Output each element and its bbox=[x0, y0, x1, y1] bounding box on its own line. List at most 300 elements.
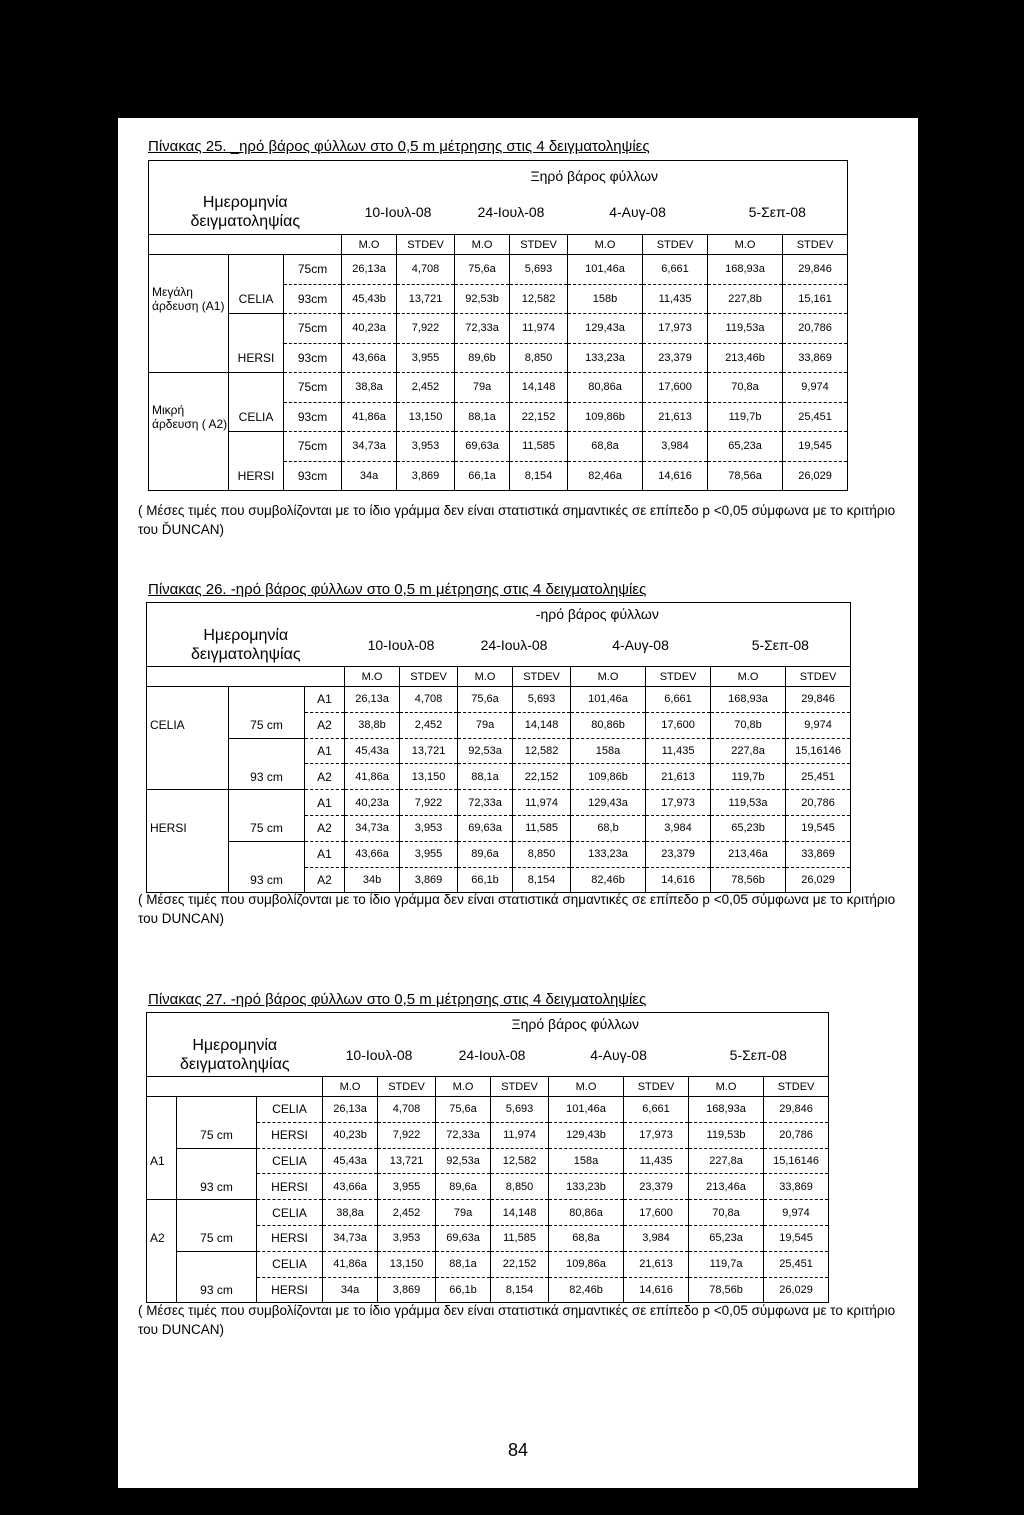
value-cell: 92,53b bbox=[455, 284, 510, 314]
row-label: Α2 bbox=[305, 815, 345, 841]
value-cell: 21,613 bbox=[624, 1251, 689, 1277]
value-cell: 41,86a bbox=[342, 402, 397, 432]
value-cell: 9,974 bbox=[786, 712, 851, 738]
value-cell: 133,23b bbox=[549, 1174, 624, 1200]
row-label: CELIA bbox=[257, 1097, 323, 1123]
subheader: Μ.Ο bbox=[455, 235, 510, 255]
sub-group-label: 93 cm bbox=[229, 764, 305, 790]
value-cell: 72,33a bbox=[458, 790, 513, 816]
value-cell: 66,1a bbox=[455, 461, 510, 491]
value-cell: 89,6a bbox=[458, 841, 513, 867]
value-cell: 158b bbox=[568, 284, 643, 314]
value-cell: 4,708 bbox=[378, 1097, 436, 1123]
value-cell: 75,6a bbox=[458, 687, 513, 713]
value-cell: 65,23b bbox=[711, 815, 786, 841]
table-row bbox=[149, 373, 848, 403]
row-label: Α1 bbox=[305, 790, 345, 816]
header-title-row bbox=[149, 161, 848, 191]
value-cell: 9,974 bbox=[764, 1200, 829, 1226]
row-label: Α2 bbox=[305, 867, 345, 893]
value-cell: 213,46b bbox=[708, 343, 783, 373]
value-cell: 34,73a bbox=[323, 1225, 378, 1251]
value-cell: 68,8a bbox=[549, 1225, 624, 1251]
value-cell: 3,953 bbox=[400, 815, 458, 841]
value-cell: 168,93a bbox=[708, 255, 783, 285]
subheader: STDEV bbox=[397, 235, 455, 255]
subheader-blank bbox=[147, 667, 345, 687]
sub-group-label: CELIA bbox=[229, 402, 284, 432]
group-label: Μεγάλη άρδευση (Α1) bbox=[149, 284, 229, 314]
sub-group-label: 75 cm bbox=[229, 712, 305, 738]
subheader: Μ.Ο bbox=[711, 667, 786, 687]
group-label bbox=[147, 790, 229, 816]
document-page bbox=[118, 118, 918, 1488]
value-cell: 11,974 bbox=[510, 314, 568, 344]
value-cell: 119,53a bbox=[708, 314, 783, 344]
value-cell: 12,582 bbox=[513, 738, 571, 764]
subheader-blank bbox=[147, 1077, 323, 1097]
value-cell: 72,33a bbox=[455, 314, 510, 344]
value-cell: 13,721 bbox=[400, 738, 458, 764]
value-cell: 7,922 bbox=[397, 314, 455, 344]
value-cell: 38,8a bbox=[342, 373, 397, 403]
value-cell: 11,585 bbox=[510, 432, 568, 462]
subheader: Μ.Ο bbox=[323, 1077, 378, 1097]
value-cell: 109,86a bbox=[549, 1251, 624, 1277]
value-cell: 227,8a bbox=[689, 1148, 764, 1174]
header-dates-row bbox=[147, 1035, 829, 1077]
table-row bbox=[147, 1097, 829, 1123]
row-label: 75cm bbox=[284, 373, 342, 403]
table-note: ( Μέσες τιμές που συμβολίζονται με το ίδιο γράμμα δεν είναι στατιστικά σημαντικές σε επίπεδο p <0,05 σύμφωνα με το κριτήριο του DUNCAN) bbox=[138, 892, 896, 926]
row-label: 93cm bbox=[284, 461, 342, 491]
value-cell: 26,13a bbox=[345, 687, 400, 713]
row-label: Α2 bbox=[305, 764, 345, 790]
sub-group-label: HERSI bbox=[229, 343, 284, 373]
value-cell: 75,6a bbox=[436, 1097, 491, 1123]
date-header: 4-Αυγ-08 bbox=[612, 637, 669, 654]
table-row bbox=[147, 1148, 829, 1174]
table-row bbox=[147, 1200, 829, 1226]
value-cell: 19,545 bbox=[783, 432, 848, 462]
value-cell: 89,6b bbox=[455, 343, 510, 373]
value-cell: 6,661 bbox=[643, 255, 708, 285]
sub-group-label bbox=[229, 790, 305, 816]
data-table bbox=[146, 602, 851, 893]
data-table bbox=[146, 1012, 829, 1303]
value-cell: 17,600 bbox=[646, 712, 711, 738]
table-row bbox=[149, 461, 848, 491]
sub-group-label bbox=[177, 1200, 257, 1226]
table-row bbox=[147, 1122, 829, 1148]
value-cell: 33,869 bbox=[764, 1174, 829, 1200]
value-cell: 14,148 bbox=[510, 373, 568, 403]
value-cell: 41,86a bbox=[345, 764, 400, 790]
date-header: 24-Ιουλ-08 bbox=[477, 204, 545, 221]
value-cell: 70,8a bbox=[689, 1200, 764, 1226]
value-cell: 26,029 bbox=[764, 1277, 829, 1303]
value-cell: 40,23a bbox=[345, 790, 400, 816]
value-cell: 8,154 bbox=[510, 461, 568, 491]
value-cell: 43,66a bbox=[345, 841, 400, 867]
group-label: Α1 bbox=[147, 1148, 177, 1174]
subheader: Μ.Ο bbox=[436, 1077, 491, 1097]
value-cell: 43,66a bbox=[323, 1174, 378, 1200]
value-cell: 6,661 bbox=[624, 1097, 689, 1123]
value-cell: 25,451 bbox=[783, 402, 848, 432]
value-cell: 72,33a bbox=[436, 1122, 491, 1148]
value-cell: 119,7b bbox=[711, 764, 786, 790]
value-cell: 21,613 bbox=[643, 402, 708, 432]
sub-group-label bbox=[229, 314, 284, 344]
value-cell: 17,973 bbox=[646, 790, 711, 816]
value-cell: 11,585 bbox=[491, 1225, 549, 1251]
value-cell: 129,43b bbox=[549, 1122, 624, 1148]
subheader: Μ.Ο bbox=[689, 1077, 764, 1097]
value-cell: 88,1a bbox=[458, 764, 513, 790]
subheader: STDEV bbox=[400, 667, 458, 687]
value-cell: 3,869 bbox=[400, 867, 458, 893]
value-cell: 88,1a bbox=[455, 402, 510, 432]
table-row bbox=[147, 1277, 829, 1303]
subheader: Μ.Ο bbox=[549, 1077, 624, 1097]
value-cell: 89,6a bbox=[436, 1174, 491, 1200]
table-row bbox=[149, 314, 848, 344]
page-number: 84 bbox=[508, 1440, 529, 1460]
value-cell: 70,8b bbox=[711, 712, 786, 738]
value-cell: 34,73a bbox=[345, 815, 400, 841]
value-cell: 3,953 bbox=[378, 1225, 436, 1251]
table-row bbox=[149, 432, 848, 462]
value-cell: 3,984 bbox=[643, 432, 708, 462]
value-cell: 80,86a bbox=[568, 373, 643, 403]
date-header: 10-Ιουλ-08 bbox=[367, 637, 435, 654]
value-cell: 40,23a bbox=[342, 314, 397, 344]
value-cell: 3,955 bbox=[378, 1174, 436, 1200]
subheader: STDEV bbox=[783, 235, 848, 255]
value-cell: 11,435 bbox=[643, 284, 708, 314]
table-row bbox=[147, 738, 851, 764]
subheader: Μ.Ο bbox=[568, 235, 643, 255]
value-cell: 19,545 bbox=[786, 815, 851, 841]
value-cell: 15,16146 bbox=[786, 738, 851, 764]
subheader: STDEV bbox=[786, 667, 851, 687]
value-cell: 20,786 bbox=[783, 314, 848, 344]
value-cell: 15,16146 bbox=[764, 1148, 829, 1174]
table-caption: Πίνακας 27. -ηρό βάρος φύλλων στο 0,5 m μέτρησης στις 4 δειγματοληψίες bbox=[148, 991, 647, 1008]
value-cell: 3,984 bbox=[646, 815, 711, 841]
value-cell: 78,56b bbox=[689, 1277, 764, 1303]
header-title: Ξηρό βάρος φύλλων bbox=[323, 1013, 829, 1035]
sub-group-label: 93 cm bbox=[177, 1277, 257, 1303]
subheader: STDEV bbox=[513, 667, 571, 687]
value-cell: 69,63a bbox=[436, 1225, 491, 1251]
value-cell: 26,13a bbox=[323, 1097, 378, 1123]
group-label bbox=[147, 1200, 177, 1226]
row-label: CELIA bbox=[257, 1200, 323, 1226]
row-label: Α1 bbox=[305, 738, 345, 764]
value-cell: 17,600 bbox=[643, 373, 708, 403]
subheader-row bbox=[147, 667, 851, 687]
table-row bbox=[147, 867, 851, 893]
value-cell: 3,955 bbox=[400, 841, 458, 867]
value-cell: 34b bbox=[345, 867, 400, 893]
value-cell: 13,150 bbox=[397, 402, 455, 432]
row-label: Α2 bbox=[305, 712, 345, 738]
date-header: 4-Αυγ-08 bbox=[609, 204, 666, 221]
header-title-row bbox=[147, 1013, 829, 1035]
value-cell: 5,693 bbox=[491, 1097, 549, 1123]
value-cell: 11,435 bbox=[624, 1148, 689, 1174]
value-cell: 2,452 bbox=[400, 712, 458, 738]
sub-group-label: 75 cm bbox=[177, 1225, 257, 1251]
row-label: Α1 bbox=[305, 687, 345, 713]
table-caption: Πίνακας 25. _ηρό βάρος φύλλων στο 0,5 m μέτρησης στις 4 δειγματοληψίες bbox=[148, 138, 650, 155]
subheader: Μ.Ο bbox=[708, 235, 783, 255]
value-cell: 6,661 bbox=[646, 687, 711, 713]
value-cell: 8,850 bbox=[491, 1174, 549, 1200]
sub-group-label: CELIA bbox=[229, 284, 284, 314]
header-blank bbox=[147, 603, 345, 625]
value-cell: 119,7b bbox=[708, 402, 783, 432]
row-label: 93cm bbox=[284, 402, 342, 432]
sub-group-label bbox=[229, 841, 305, 867]
value-cell: 45,43b bbox=[342, 284, 397, 314]
subheader: Μ.Ο bbox=[458, 667, 513, 687]
value-cell: 4,708 bbox=[400, 687, 458, 713]
value-cell: 101,46a bbox=[568, 255, 643, 285]
value-cell: 26,13a bbox=[342, 255, 397, 285]
value-cell: 17,973 bbox=[643, 314, 708, 344]
value-cell: 82,46a bbox=[568, 461, 643, 491]
date-header: 5-Σεπ-08 bbox=[711, 625, 851, 667]
value-cell: 119,7a bbox=[689, 1251, 764, 1277]
subheader: STDEV bbox=[646, 667, 711, 687]
value-cell: 14,148 bbox=[513, 712, 571, 738]
sub-group-label bbox=[229, 255, 284, 285]
value-cell: 26,029 bbox=[786, 867, 851, 893]
date-header: 5-Σεπ-08 bbox=[689, 1035, 829, 1077]
table-row bbox=[149, 343, 848, 373]
value-cell: 25,451 bbox=[764, 1251, 829, 1277]
value-cell: 66,1b bbox=[436, 1277, 491, 1303]
table-row bbox=[147, 1225, 829, 1251]
sub-group-label bbox=[229, 687, 305, 713]
group-label bbox=[149, 255, 229, 285]
value-cell: 82,46b bbox=[549, 1277, 624, 1303]
subheader: STDEV bbox=[510, 235, 568, 255]
header-dates-row bbox=[149, 191, 848, 235]
table-row bbox=[149, 402, 848, 432]
value-cell: 20,786 bbox=[764, 1122, 829, 1148]
subheader-row bbox=[147, 1077, 829, 1097]
value-cell: 158a bbox=[571, 738, 646, 764]
row-label: 93cm bbox=[284, 343, 342, 373]
table-row bbox=[147, 712, 851, 738]
subheader: Μ.Ο bbox=[571, 667, 646, 687]
value-cell: 213,46a bbox=[711, 841, 786, 867]
value-cell: 17,600 bbox=[624, 1200, 689, 1226]
value-cell: 3,955 bbox=[397, 343, 455, 373]
value-cell: 19,545 bbox=[764, 1225, 829, 1251]
subheader: Μ.Ο bbox=[345, 667, 400, 687]
row-label: HERSI bbox=[257, 1122, 323, 1148]
value-cell: 21,613 bbox=[646, 764, 711, 790]
subheader: STDEV bbox=[764, 1077, 829, 1097]
value-cell: 11,585 bbox=[513, 815, 571, 841]
group-label bbox=[147, 738, 229, 764]
value-cell: 20,786 bbox=[786, 790, 851, 816]
value-cell: 129,43a bbox=[568, 314, 643, 344]
value-cell: 68,b bbox=[571, 815, 646, 841]
value-cell: 65,23a bbox=[708, 432, 783, 462]
date-label: Ημερομηνία δειγματοληψίας bbox=[147, 1035, 323, 1077]
sub-group-label bbox=[229, 373, 284, 403]
group-label bbox=[147, 841, 229, 867]
value-cell: 7,922 bbox=[400, 790, 458, 816]
value-cell: 23,379 bbox=[646, 841, 711, 867]
date-header: 4-Αυγ-08 bbox=[590, 1047, 647, 1064]
group-label bbox=[147, 1251, 177, 1277]
value-cell: 43,66a bbox=[342, 343, 397, 373]
value-cell: 168,93a bbox=[689, 1097, 764, 1123]
sub-group-label: 75 cm bbox=[229, 815, 305, 841]
value-cell: 2,452 bbox=[378, 1200, 436, 1226]
value-cell: 78,56b bbox=[711, 867, 786, 893]
value-cell: 22,152 bbox=[510, 402, 568, 432]
date-label: Ημερομηνία δειγματοληψίας bbox=[147, 625, 345, 667]
value-cell: 79a bbox=[458, 712, 513, 738]
value-cell: 45,43a bbox=[345, 738, 400, 764]
group-label bbox=[149, 432, 229, 462]
value-cell: 119,53a bbox=[711, 790, 786, 816]
value-cell: 129,43a bbox=[571, 790, 646, 816]
value-cell: 34a bbox=[342, 461, 397, 491]
value-cell: 11,974 bbox=[513, 790, 571, 816]
value-cell: 34a bbox=[323, 1277, 378, 1303]
group-label: CELIA bbox=[147, 712, 229, 738]
value-cell: 14,616 bbox=[643, 461, 708, 491]
sub-group-label: 75 cm bbox=[177, 1122, 257, 1148]
date-header: 24-Ιουλ-08 bbox=[458, 1047, 526, 1064]
sub-group-label: 93 cm bbox=[229, 867, 305, 893]
table-caption: Πίνακας 26. -ηρό βάρος φύλλων στο 0,5 m μέτρησης στις 4 δειγματοληψίες bbox=[148, 581, 647, 598]
subheader-blank bbox=[149, 235, 342, 255]
group-label bbox=[149, 373, 229, 403]
value-cell: 133,23a bbox=[571, 841, 646, 867]
group-label bbox=[147, 764, 229, 790]
value-cell: 8,850 bbox=[510, 343, 568, 373]
value-cell: 7,922 bbox=[378, 1122, 436, 1148]
value-cell: 158a bbox=[549, 1148, 624, 1174]
value-cell: 92,53a bbox=[458, 738, 513, 764]
value-cell: 109,86b bbox=[571, 764, 646, 790]
date-header: 5-Σεπ-08 bbox=[708, 191, 848, 235]
group-label bbox=[149, 461, 229, 491]
value-cell: 3,869 bbox=[397, 461, 455, 491]
value-cell: 26,029 bbox=[783, 461, 848, 491]
row-label: Α1 bbox=[305, 841, 345, 867]
sub-group-label: HERSI bbox=[229, 461, 284, 491]
sub-group-label bbox=[177, 1148, 257, 1174]
header-blank bbox=[149, 161, 342, 191]
value-cell: 66,1b bbox=[458, 867, 513, 893]
value-cell: 14,616 bbox=[624, 1277, 689, 1303]
table-row bbox=[147, 764, 851, 790]
table-row bbox=[147, 815, 851, 841]
value-cell: 12,582 bbox=[491, 1148, 549, 1174]
subheader: STDEV bbox=[378, 1077, 436, 1097]
value-cell: 13,150 bbox=[400, 764, 458, 790]
value-cell: 29,846 bbox=[764, 1097, 829, 1123]
subheader: STDEV bbox=[491, 1077, 549, 1097]
header-dates-row bbox=[147, 625, 851, 667]
row-label: 75cm bbox=[284, 314, 342, 344]
value-cell: 38,8b bbox=[345, 712, 400, 738]
value-cell: 40,23b bbox=[323, 1122, 378, 1148]
row-label: HERSI bbox=[257, 1277, 323, 1303]
value-cell: 13,721 bbox=[397, 284, 455, 314]
value-cell: 5,693 bbox=[510, 255, 568, 285]
value-cell: 29,846 bbox=[783, 255, 848, 285]
value-cell: 41,86a bbox=[323, 1251, 378, 1277]
header-title-row bbox=[147, 603, 851, 625]
data-table bbox=[148, 160, 848, 491]
value-cell: 3,984 bbox=[624, 1225, 689, 1251]
value-cell: 69,63a bbox=[455, 432, 510, 462]
value-cell: 23,379 bbox=[643, 343, 708, 373]
subheader: STDEV bbox=[624, 1077, 689, 1097]
value-cell: 8,154 bbox=[513, 867, 571, 893]
value-cell: 14,148 bbox=[491, 1200, 549, 1226]
row-label: 75cm bbox=[284, 255, 342, 285]
row-label: 93cm bbox=[284, 284, 342, 314]
value-cell: 33,869 bbox=[783, 343, 848, 373]
value-cell: 8,154 bbox=[491, 1277, 549, 1303]
subheader-row bbox=[149, 235, 848, 255]
value-cell: 45,43a bbox=[323, 1148, 378, 1174]
table-row bbox=[147, 687, 851, 713]
row-label: 75cm bbox=[284, 432, 342, 462]
header-title: Ξηρό βάρος φύλλων bbox=[342, 161, 848, 191]
group-label bbox=[147, 1277, 177, 1303]
group-label bbox=[147, 687, 229, 713]
value-cell: 133,23a bbox=[568, 343, 643, 373]
value-cell: 68,8a bbox=[568, 432, 643, 462]
subheader: STDEV bbox=[643, 235, 708, 255]
value-cell: 11,974 bbox=[491, 1122, 549, 1148]
header-title: -ηρό βάρος φύλλων bbox=[345, 603, 851, 625]
value-cell: 78,56a bbox=[708, 461, 783, 491]
value-cell: 2,452 bbox=[397, 373, 455, 403]
value-cell: 25,451 bbox=[786, 764, 851, 790]
value-cell: 75,6a bbox=[455, 255, 510, 285]
value-cell: 65,23a bbox=[689, 1225, 764, 1251]
value-cell: 8,850 bbox=[513, 841, 571, 867]
value-cell: 29,846 bbox=[786, 687, 851, 713]
date-header: 10-Ιουλ-08 bbox=[345, 1047, 413, 1064]
value-cell: 13,721 bbox=[378, 1148, 436, 1174]
group-label bbox=[149, 314, 229, 344]
value-cell: 33,869 bbox=[786, 841, 851, 867]
row-label: CELIA bbox=[257, 1251, 323, 1277]
sub-group-label bbox=[229, 432, 284, 462]
value-cell: 69,63a bbox=[458, 815, 513, 841]
value-cell: 14,616 bbox=[646, 867, 711, 893]
value-cell: 168,93a bbox=[711, 687, 786, 713]
table-row bbox=[147, 1174, 829, 1200]
value-cell: 17,973 bbox=[624, 1122, 689, 1148]
